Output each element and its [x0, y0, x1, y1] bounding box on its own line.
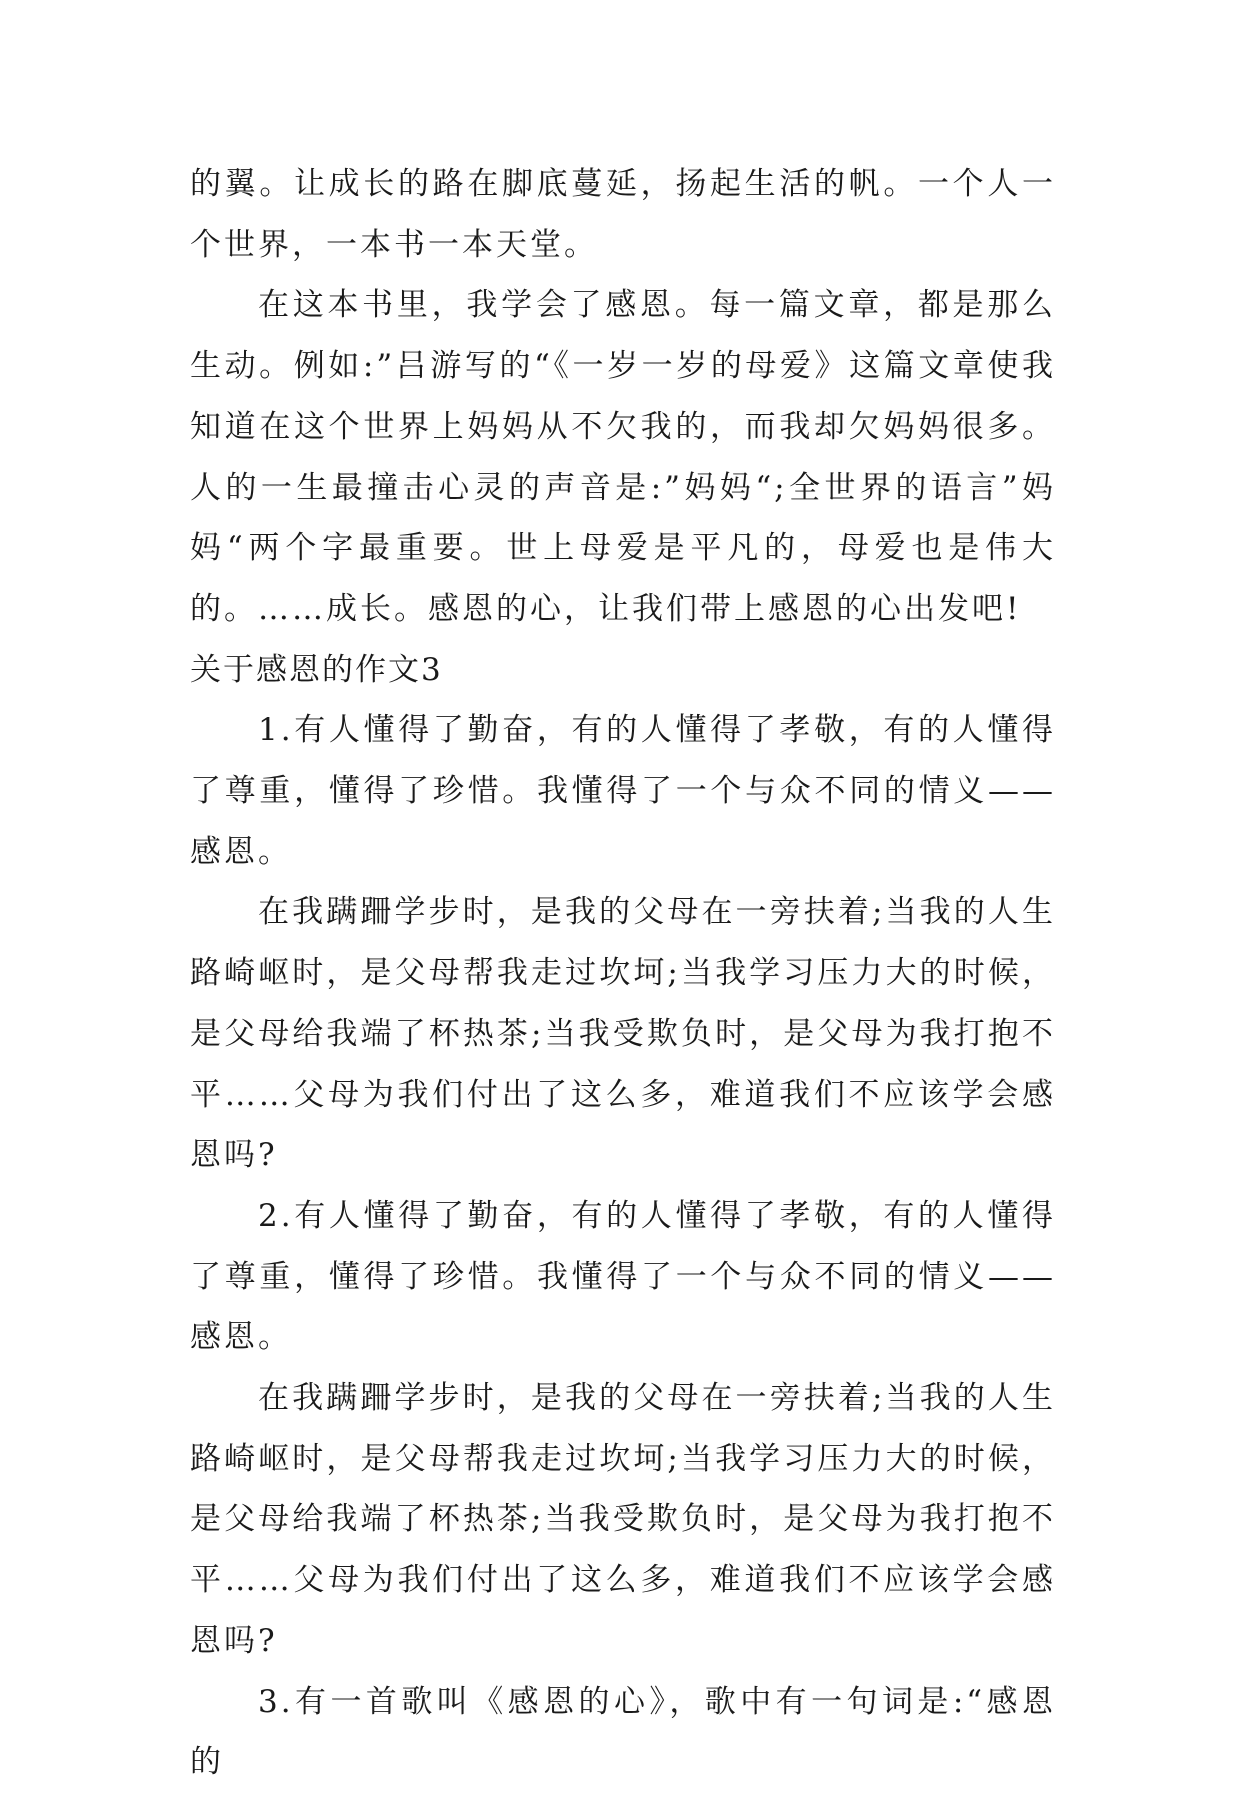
paragraph-item-1: 1.有人懂得了勤奋，有的人懂得了孝敬，有的人懂得了尊重，懂得了珍惜。我懂得了一个与众不同的情义——感恩。 [190, 712, 1056, 870]
paragraph-item-1-detail: 在我蹒跚学步时，是我的父母在一旁扶着;当我的人生路崎岖时，是父母帮我走过坎坷;当我学习压力大的时候，是父母给我端了杯热茶;当我受欺负时，是父母为我打抱不平……父母为我们付出了这么多，难道我们不应该学会感恩吗? [190, 894, 1056, 1174]
paragraph-gratitude-book: 在这本书里，我学会了感恩。每一篇文章，都是那么生动。例如:”吕游写的“《一岁一岁的母爱》这篇文章使我知道在这个世界上妈妈从不欠我的，而我却欠妈妈很多。人的一生最撞击心灵的声音是:”妈妈“;全世界的语言”妈妈“两个字最重要。世上母爱是平凡的，母爱也是伟大的。……成长。感恩的心，让我们带上感恩的心出发吧! [190, 287, 1056, 627]
body-text [190, 154, 1056, 1793]
paragraph-item-2: 2.有人懂得了勤奋，有的人懂得了孝敬，有的人懂得了尊重，懂得了珍惜。我懂得了一个与众不同的情义——感恩。 [190, 1197, 1056, 1356]
section-title: 关于感恩的作文3 [190, 651, 443, 688]
paragraph-intro-tail: 的翼。让成长的路在脚底蔓延，扬起生活的帆。一个人一个世界，一本书一本天堂。 [190, 166, 1056, 263]
paragraph-item-2-detail: 在我蹒跚学步时，是我的父母在一旁扶着;当我的人生路崎岖时，是父母帮我走过坎坷;当我学习压力大的时候，是父母给我端了杯热茶;当我受欺负时，是父母为我打抱不平……父母为我们付出了这么多，难道我们不应该学会感恩吗? [190, 1380, 1056, 1659]
paragraph-item-3: 3.有一首歌叫《感恩的心》，歌中有一句词是:“感恩的 [190, 1683, 1056, 1781]
